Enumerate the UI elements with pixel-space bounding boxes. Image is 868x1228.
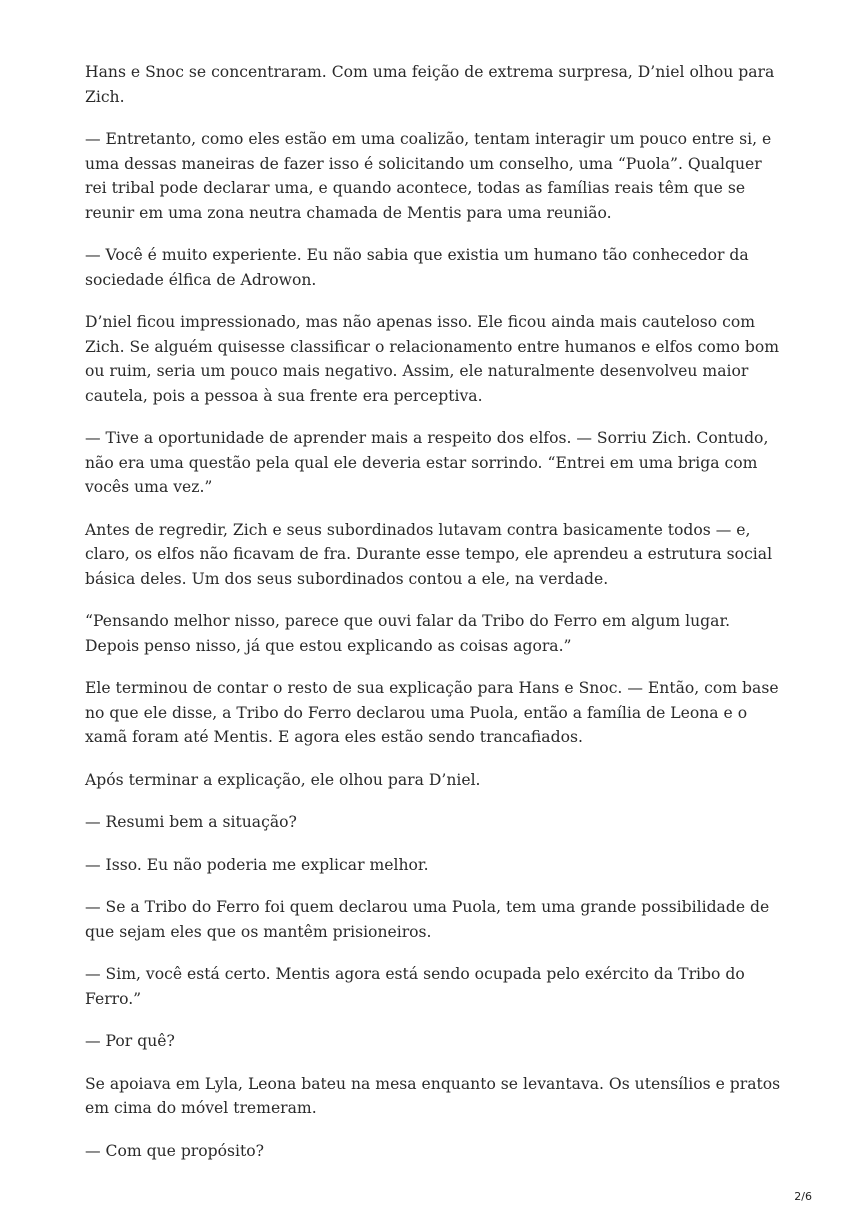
page-number: 2/6 xyxy=(794,1190,812,1203)
paragraph: Após terminar a explicação, ele olhou para D’niel. xyxy=(85,770,481,789)
paragraph: — Se a Tribo do Ferro foi quem declarou uma Puola, tem uma grande possibilidade de que sejam eles que os mantêm prisioneiros. xyxy=(85,898,770,941)
paragraph: Se apoiava em Lyla, Leona bateu na mesa enquanto se levantava. Os utensílios e pratos em cima do móvel tremeram. xyxy=(85,1074,781,1117)
paragraph: Hans e Snoc se concentraram. Com uma feição de extrema surpresa, D’niel olhou para Zich. xyxy=(85,63,775,106)
paragraph: — Você é muito experiente. Eu não sabia que existia um humano tão conhecedor da sociedade élfica de Adrowon. xyxy=(85,246,749,289)
paragraph: — Com que propósito? xyxy=(85,1141,265,1160)
paragraph: — Resumi bem a situação? xyxy=(85,813,297,831)
paragraph: — Entretanto, como eles estão em uma coalizão, tentam interagir um pouco entre si, e uma dessas maneiras de fazer isso é solicitando um conselho, uma “Puola”. Qualquer rei tribal pode declarar uma, e quando acontece, todas as famílias reais têm que se reunir em uma zona neutra chamada de Mentis para uma reunião. xyxy=(85,130,772,222)
paragraph: — Tive a oportunidade de aprender mais a respeito dos elfos. — Sorriu Zich. Contudo, não era uma questão pela qual ele deveria estar sorrindo. “Entrei em uma briga com vocês uma vez.” xyxy=(85,429,769,496)
document-body xyxy=(85,60,785,1181)
paragraph: — Por quê? xyxy=(85,1032,175,1050)
paragraph: “Pensando melhor nisso, parece que ouvi falar da Tribo do Ferro em algum lugar. Depois penso nisso, já que estou explicando as coisas agora.” xyxy=(85,612,731,655)
paragraph: Antes de regredir, Zich e seus subordinados lutavam contra basicamente todos — e, claro, os elfos não ficavam de fra. Durante esse tempo, ele aprendeu a estrutura social básica deles. Um dos seus subordinados contou a ele, na verdade. xyxy=(85,520,773,588)
paragraph: Ele terminou de contar o resto de sua explicação para Hans e Snoc. — Então, com base no que ele disse, a Tribo do Ferro declarou uma Puola, então a família de Leona e o xamã foram até Mentis. E agora eles estão sendo trancafiados. xyxy=(85,679,779,746)
paragraph: — Sim, você está certo. Mentis agora está sendo ocupada pelo exército da Tribo do Ferro.” xyxy=(85,965,745,1008)
paragraph: D’niel ficou impressionado, mas não apenas isso. Ele ficou ainda mais cauteloso com Zich. Se alguém quisesse classificar o relacionamento entre humanos e elfos como bom ou ruim, seria um pouco mais negativo. Assim, ele naturalmente desenvolveu maior cautela, pois a pessoa à sua frente era perceptiva. xyxy=(85,313,780,405)
paragraph: — Isso. Eu não poderia me explicar melhor. xyxy=(85,855,429,874)
